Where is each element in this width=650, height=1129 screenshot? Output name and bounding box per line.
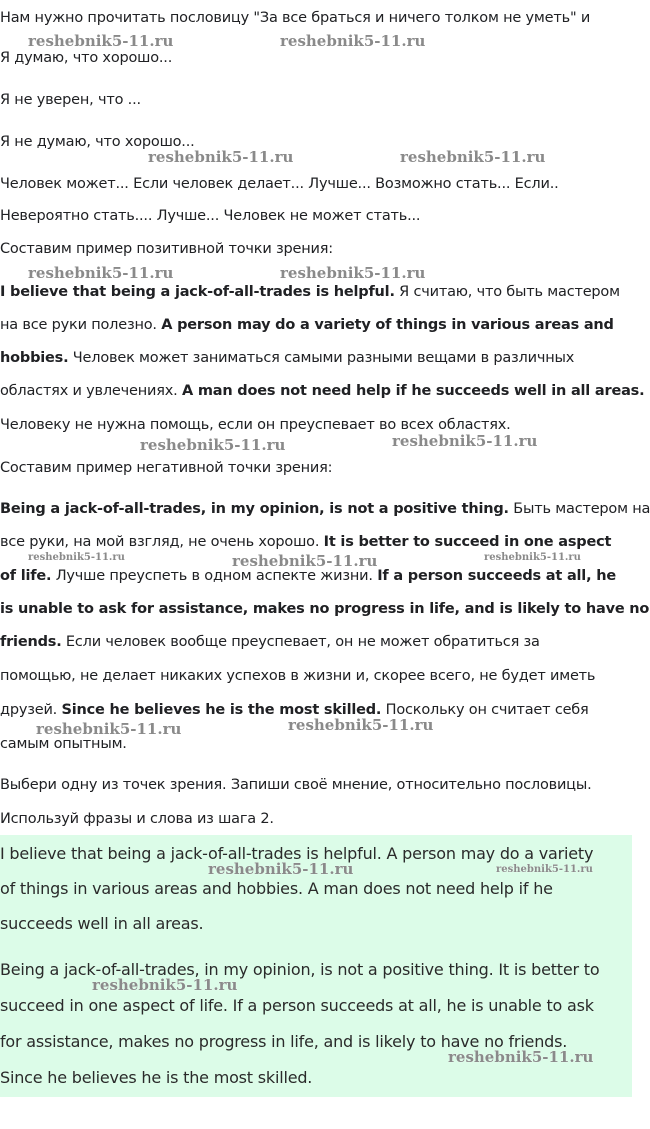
answer-line-6: for assistance, makes no progress in life, and is likely to have no friends.	[0, 1032, 568, 1051]
negative-ru-7: друзей.	[0, 702, 62, 718]
intro-line-2: Я думаю, что хорошо...	[0, 50, 173, 66]
watermark: reshebnik5-11.ru	[448, 1048, 594, 1066]
positive-line-3	[0, 349, 574, 367]
negative-ru-2: все руки, на мой взгляд, не очень хорошо.	[0, 534, 324, 550]
watermark: reshebnik5-11.ru	[28, 32, 174, 50]
negative-line-2	[0, 533, 611, 551]
negative-line-4	[0, 600, 649, 618]
watermark: reshebnik5-11.ru	[92, 976, 238, 994]
positive-en-1: I believe that being a jack-of-all-trades is helpful.	[0, 284, 395, 300]
positive-ru-1: Я считаю, что быть мастером	[394, 284, 620, 300]
positive-line-1	[0, 283, 620, 301]
negative-en-3: of life.	[0, 568, 52, 584]
positive-en-2: A person may do a variety of things in various areas and	[161, 317, 614, 333]
negative-line-1	[0, 500, 650, 518]
watermark: reshebnik5-11.ru	[140, 436, 286, 454]
answer-line-3: succeeds well in all areas.	[0, 914, 204, 933]
positive-en-4: A man does not need help if he succeeds well in all areas.	[181, 383, 645, 399]
positive-en-3: hobbies.	[0, 350, 69, 366]
watermark: reshebnik5-11.ru	[28, 552, 125, 563]
watermark: reshebnik5-11.ru	[392, 432, 538, 450]
answer-line-5: succeed in one aspect of life. If a person succeeds at all, he is unable to ask	[0, 996, 594, 1015]
answer-line-7: Since he believes he is the most skilled.	[0, 1068, 313, 1087]
watermark: reshebnik5-11.ru	[280, 32, 426, 50]
negative-en-7: Since he believes he is the most skilled.	[61, 702, 382, 718]
positive-line-4	[0, 382, 644, 400]
task-line-1: Выбери одну из точек зрения. Запиши своё мнение, относительно пословицы.	[0, 777, 592, 793]
watermark: reshebnik5-11.ru	[484, 552, 581, 563]
positive-heading: Составим пример позитивной точки зрения:	[0, 241, 333, 257]
negative-en-5: friends.	[0, 634, 62, 650]
watermark: reshebnik5-11.ru	[36, 720, 182, 738]
watermark: reshebnik5-11.ru	[208, 860, 354, 878]
positive-ru-4: областях и увлечениях.	[0, 383, 182, 399]
negative-en-1: Being a jack-of-all-trades, in my opinion, is not a positive thing.	[0, 501, 509, 517]
positive-ru-3: Человек может заниматься самыми разными вещами в различных	[68, 350, 575, 366]
negative-ru-3: Лучше преуспеть в одном аспекте жизни.	[51, 568, 378, 584]
answer-line-4: Being a jack-of-all-trades, in my opinion, is not a positive thing. It is better to	[0, 960, 600, 979]
task-line-2: Используй фразы и слова из шага 2.	[0, 811, 274, 827]
intro-line-3: Я не уверен, что ...	[0, 92, 141, 108]
negative-en-3b: If a person succeeds at all, he	[377, 568, 616, 584]
negative-ru-7b: Поскольку он считает себя	[381, 702, 589, 718]
negative-ru-1: Быть мастером на	[508, 501, 650, 517]
negative-heading: Составим пример негативной точки зрения:	[0, 460, 333, 476]
positive-line-5: Человеку не нужна помощь, если он преуспевает во всех областях.	[0, 417, 511, 433]
watermark: reshebnik5-11.ru	[400, 148, 546, 166]
negative-ru-5: Если человек вообще преуспевает, он не может обратиться за	[61, 634, 540, 650]
positive-line-2	[0, 316, 614, 334]
watermark: reshebnik5-11.ru	[148, 148, 294, 166]
negative-line-8: самым опытным.	[0, 736, 127, 752]
negative-en-2: It is better to succeed in one aspect	[323, 534, 612, 550]
intro-line-4: Я не думаю, что хорошо...	[0, 134, 195, 150]
watermark: reshebnik5-11.ru	[28, 264, 174, 282]
answer-line-1: I believe that being a jack-of-all-trades is helpful. A person may do a variety	[0, 844, 594, 863]
negative-en-4: is unable to ask for assistance, makes no progress in life, and is likely to have no	[0, 601, 650, 617]
negative-line-6: помощью, не делает никаких успехов в жизни и, скорее всего, не будет иметь	[0, 668, 596, 684]
positive-ru-2: на все руки полезно.	[0, 317, 162, 333]
negative-line-5	[0, 633, 540, 651]
watermark: reshebnik5-11.ru	[232, 552, 378, 570]
intro-line-6: Невероятно стать.... Лучше... Человек не может стать...	[0, 208, 421, 224]
watermark: reshebnik5-11.ru	[496, 864, 593, 875]
watermark: reshebnik5-11.ru	[288, 716, 434, 734]
intro-line-1: Нам нужно прочитать пословицу "За все браться и ничего толком не уметь" и	[0, 10, 591, 26]
watermark: reshebnik5-11.ru	[280, 264, 426, 282]
answer-line-2: of things in various areas and hobbies. A man does not need help if he	[0, 879, 553, 898]
intro-line-5: Человек может... Если человек делает... Лучше... Возможно стать... Если..	[0, 176, 559, 192]
